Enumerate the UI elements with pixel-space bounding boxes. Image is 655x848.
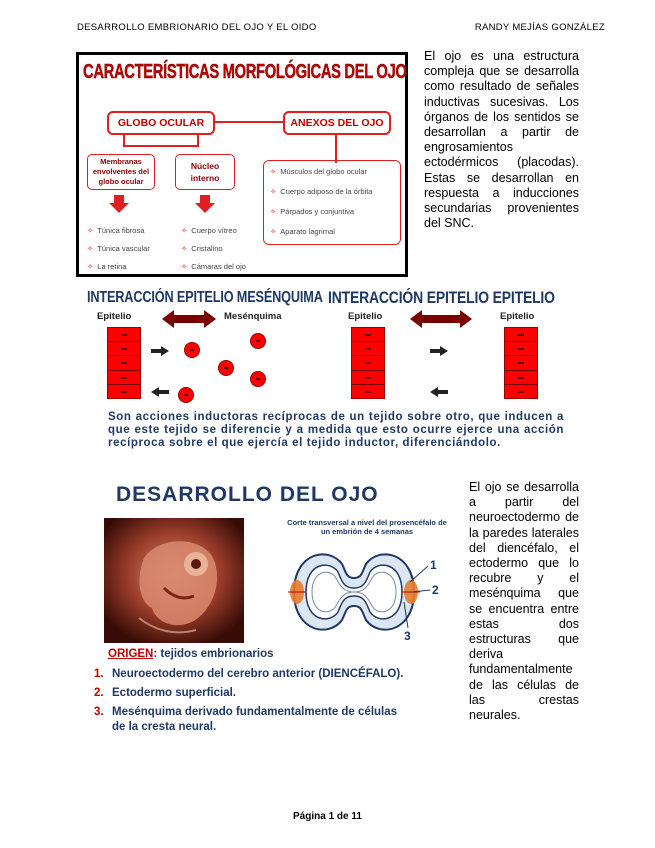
list-item: ✧ Párpados y conjuntiva <box>270 207 355 216</box>
origen-heading: ORIGEN: tejidos embrionarios <box>108 648 274 660</box>
list-item: ✧ Cristalino <box>181 244 223 253</box>
list-item: ✧ Músculos del globo ocular <box>270 167 368 176</box>
origen-item: 3. Mesénquima derivado fundamentalmente de células <box>94 706 398 718</box>
arrow-left-icon <box>151 387 169 397</box>
page-footer: Página 1 de 11 <box>293 811 362 822</box>
diagram-number-2: 2 <box>432 583 439 597</box>
slide-title: CARACTERÍSTICAS MORFOLÓGICAS DEL OJO <box>83 61 407 83</box>
list-item: ✧ Túnica vascular <box>87 244 150 253</box>
mesenquima-cell <box>218 360 234 376</box>
anexos-box: ANEXOS DEL OJO <box>283 111 391 135</box>
arrow-left-icon <box>430 387 448 397</box>
list-item: ✧ Túnica fibrosa <box>87 226 145 235</box>
arrow-right-icon <box>430 346 448 356</box>
label-epitelio: Epitelio <box>348 311 383 322</box>
list-item: ✧ Aparato lagrimal <box>270 227 335 236</box>
diagram-leader-lines <box>398 562 432 632</box>
arrow-down-icon <box>109 195 129 213</box>
embryo-image <box>104 518 244 643</box>
morphology-slide <box>76 52 408 277</box>
mesenquima-cell <box>250 333 266 349</box>
epitelio-column <box>107 327 141 399</box>
origen-item: 2. Ectodermo superficial. <box>94 687 236 699</box>
double-arrow-icon <box>410 310 472 328</box>
intro-paragraph: El ojo es una estructura compleja que se desarrolla como resultado de señales inductivas sucesivas. Los órganos de los sentidos se desarrollan a partir de engrosamientos ectodérmicos (placodas). Estas se desarrollan en respuesta a inducciones secundarias provenientes del SNC. <box>424 49 579 231</box>
double-arrow-icon <box>162 310 216 328</box>
membranas-box: Membranas envolventes del globo ocular <box>87 154 155 190</box>
epitelio-column <box>351 327 385 399</box>
header-left: DESARROLLO EMBRIONARIO DEL OJO Y EL OIDO <box>77 22 317 33</box>
globo-ocular-box: GLOBO OCULAR <box>107 111 215 135</box>
title-epitelio-mesenquima: INTERACCIÓN EPITELIO MESÉNQUIMA <box>87 289 323 306</box>
mesenquima-cell <box>250 371 266 387</box>
header-right: RANDY MEJÍAS GONZÁLEZ <box>474 22 605 33</box>
mesenquima-cell <box>178 387 194 403</box>
interaction-caption: Son acciones inductoras recíprocas de un tejido sobre otro, que inducen a que este tejido se diferencie y a medida que esto ocurre ejerce una acción recíproca sobre el que ejercía el tejido inductor, diferenciándolo. <box>108 411 564 449</box>
slide-title-desarrollo: DESARROLLO DEL OJO <box>116 483 379 506</box>
nucleo-box: Núcleo interno <box>175 154 235 190</box>
list-item: ✧ Cuerpo adiposo de la órbita <box>270 187 373 196</box>
arrow-right-icon <box>151 346 169 356</box>
diagram-number-1: 1 <box>430 558 437 572</box>
list-item: ✧ Cuerpo vítreo <box>181 226 237 235</box>
arrow-down-icon <box>195 195 215 213</box>
label-epitelio: Epitelio <box>500 311 535 322</box>
list-item: ✧ La retina <box>87 262 127 271</box>
label-mesenquima: Mesénquima <box>224 311 282 322</box>
title-epitelio-epitelio: INTERACCIÓN EPITELIO EPITELIO <box>328 288 555 307</box>
origen-item: de la cresta neural. <box>112 721 217 733</box>
epitelio-column <box>504 327 538 399</box>
origin-paragraph: El ojo se desarrolla a partir del neuroectodermo de la paredes laterales del diencéfalo, el ectodermo que lo recubre y el mesénquima que se encuentra entre estas dos estructuras que deriva fundamentalmente de las células de las crestas neurales. <box>469 480 579 723</box>
mesenquima-cell <box>184 342 200 358</box>
diagram-caption: Corte transversal a nivel del prosencéfalo de un embrión de 4 semanas <box>287 518 447 536</box>
anexos-list-box <box>263 160 401 245</box>
diagram-number-3: 3 <box>404 629 411 643</box>
origen-item: 1. Neuroectodermo del cerebro anterior (DIENCÉFALO). <box>94 668 404 680</box>
label-epitelio: Epitelio <box>97 311 132 322</box>
list-item: ✧ Cámaras del ojo <box>181 262 246 271</box>
